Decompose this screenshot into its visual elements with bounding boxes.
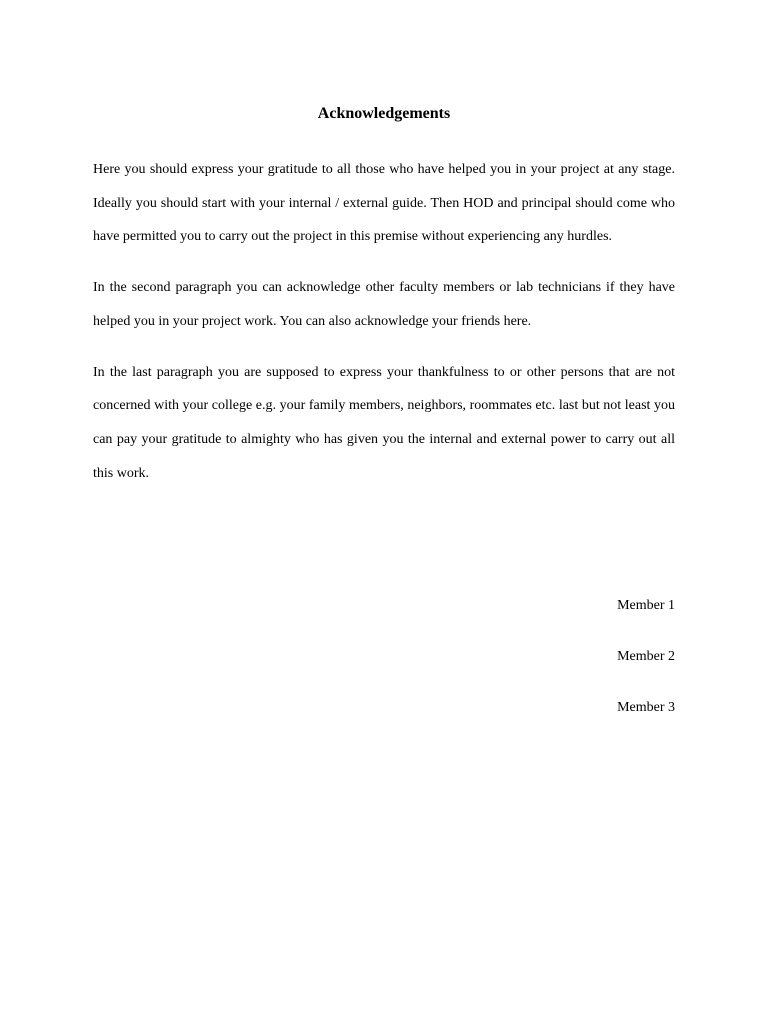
member-signatures	[617, 594, 675, 747]
member-name: Member 1	[617, 598, 675, 613]
document-body	[93, 153, 675, 507]
page-title: Acknowledgements	[317, 105, 451, 122]
paragraph-faculty-acknowledgement: In the second paragraph you can acknowledge other faculty members or lab technicians if they have helped you in your project work. You can also acknowledge your friends here.	[93, 280, 675, 329]
paragraph-guide-acknowledgement: Here you should express your gratitude to all those who have helped you in your project at any stage. Ideally you should start with your internal / external guide. Then HOD and principal should come who have permitted you to carry out the project in this premise without experiencing any hurdles.	[93, 162, 675, 245]
member-name: Member 3	[617, 700, 675, 715]
member-name: Member 2	[617, 649, 675, 664]
paragraph-family-acknowledgement: In the last paragraph you are supposed to express your thankfulness to or other persons that are not concerned with your college e.g. your family members, neighbors, roommates etc. last but not least you can pay your gratitude to almighty who has given you the internal and external power to carry out all this work.	[93, 364, 675, 481]
